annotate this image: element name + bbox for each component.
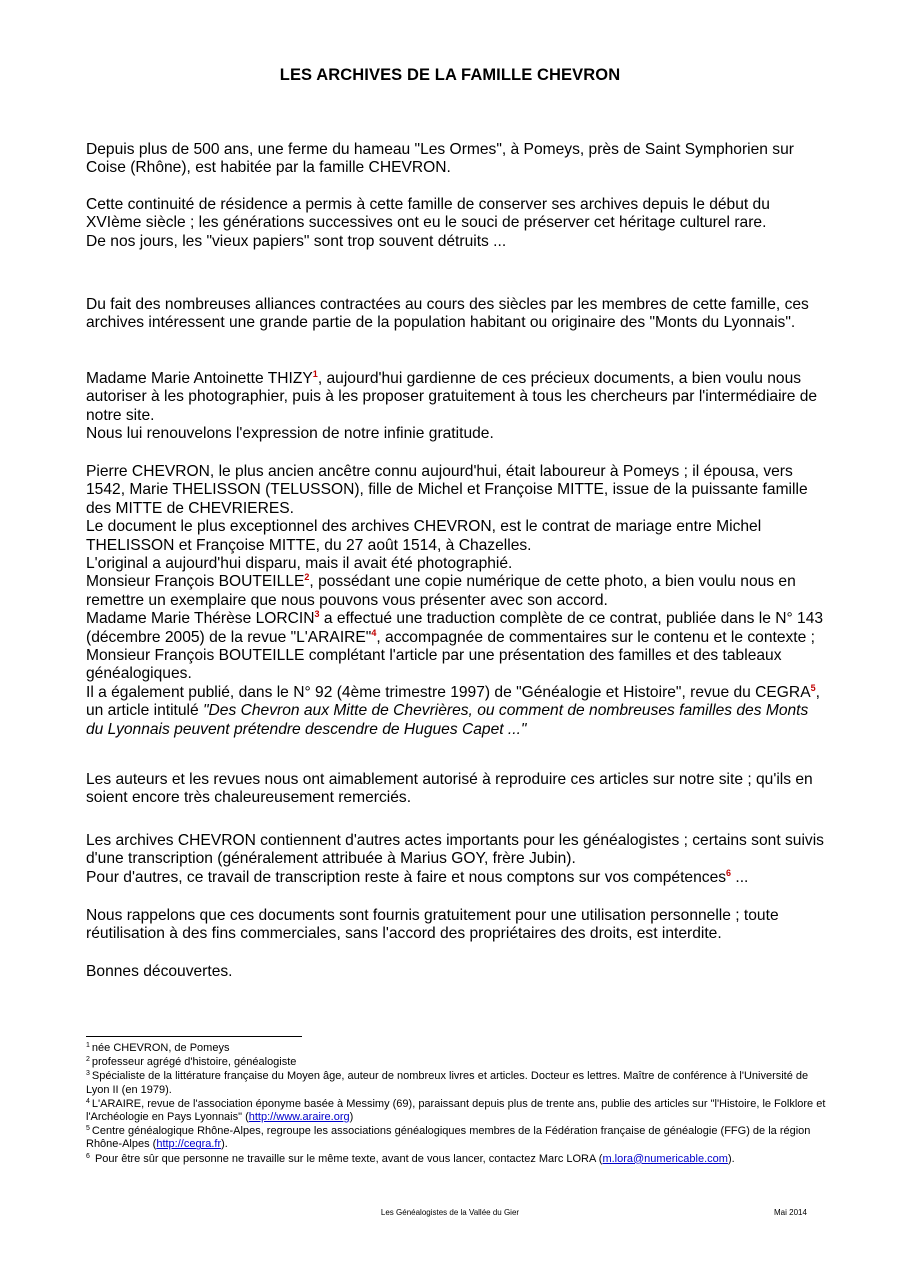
paragraph-text: Bonnes découvertes.: [86, 963, 233, 980]
footnote-mark-3[interactable]: 3: [314, 609, 320, 620]
footnote-mark-1[interactable]: 1: [312, 369, 318, 379]
page-title: LES ARCHIVES DE LA FAMILLE CHEVRON: [279, 66, 621, 84]
paragraph-text: Du fait des nombreuses alliances contractées au cours des siècles par les membres de cette famille, ces archives intéressent une grande partie de la population habitant ou originaire des "Monts du Lyonnais".: [86, 296, 809, 332]
text-span: , possédant une copie numérique de cette photo, a bien voulu nous en remettre un exemplaire que nous pouvons vous présenter avec son accord.: [86, 573, 796, 609]
text-span: Madame Marie Antoinette THIZY: [86, 370, 313, 387]
araire-link[interactable]: http://www.araire.org: [248, 1111, 350, 1124]
footnote-3: [86, 1070, 826, 1096]
paragraph-text: Pierre CHEVRON, le plus ancien ancêtre connu aujourd'hui, était laboureur à Pomeys ; il épousa, vers 1542, Marie THELISSON (TELUSSON), fille de Michel et Françoise MITTE, issue de la puissante famille des MITTE de CHEVRIERES.: [86, 463, 808, 517]
paragraph-history: [86, 463, 826, 739]
text-span: , aujourd'hui gardienne de ces précieux documents, a bien voulu nous autoriser à les photographier, puis à les proposer gratuitement à tous les chercheurs par l'intermédiaire de notre site.: [86, 370, 818, 424]
paragraph-text: Depuis plus de 500 ans, une ferme du hameau "Les Ormes", à Pomeys, près de Saint Symphorien sur Coise (Rhône), est habitée par la famille CHEVRON.: [86, 141, 794, 177]
footnote-mark-2[interactable]: 2: [304, 572, 310, 583]
paragraph-continuity: [86, 196, 826, 251]
footnotes: [86, 1042, 826, 1167]
text-span: , un article intitulé: [86, 683, 820, 720]
footnote-text: ).: [221, 1138, 228, 1151]
footnote-text: Centre généalogique Rhône-Alpes, regroupe les associations généalogiques membres de la Fédération française de généalogie (FFG) de la région Rhône-Alpes (: [86, 1125, 811, 1151]
paragraph-text: [86, 573, 826, 610]
email-link[interactable]: m.lora@numericable.com: [602, 1152, 728, 1165]
footer-date: Mai 2014: [774, 1208, 807, 1217]
footnote-text: ): [349, 1111, 354, 1124]
paragraph-text: De nos jours, les "vieux papiers" sont trop souvent détruits ...: [86, 232, 507, 250]
text-span: Madame Marie Thérèse LORCIN: [86, 610, 315, 628]
footnote-2: [86, 1056, 826, 1069]
footnote-number: 5: [86, 1125, 90, 1133]
paragraph-text: Nous rappelons que ces documents sont fournis gratuitement pour une utilisation personnelle ; toute réutilisation à des fins commerciales, sans l'accord des propriétaires des droits, est interdite.: [86, 907, 779, 943]
footer-organization: Les Généalogistes de la Vallée du Gier: [380, 1208, 520, 1217]
paragraph-intro: [86, 141, 826, 178]
paragraph-usage: [86, 907, 826, 944]
footnote-text: Spécialiste de la littérature française du Moyen âge, auteur de nombreux livres et articles. Docteur es lettres. Maître de conférence à l'Université de Lyon II (en 1979).: [86, 1070, 809, 1096]
footnote-mark-4[interactable]: 4: [371, 627, 377, 638]
paragraph-text: L'original a aujourd'hui disparu, mais il avait été photographié.: [86, 555, 513, 573]
paragraph-text: Le document le plus exceptionnel des archives CHEVRON, est le contrat de mariage entre Michel THELISSON et Françoise MITTE, du 27 août 1514, à Chazelles.: [86, 518, 762, 554]
paragraph-text: [86, 610, 826, 684]
paragraph-text: Les auteurs et les revues nous ont aimablement autorisé à reproduire ces articles sur notre site ; qu'ils en soient encore très chaleureusement remerciés.: [86, 771, 813, 807]
footnote-1: [86, 1042, 826, 1055]
footnote-4: [86, 1098, 826, 1124]
footnote-number: 4: [86, 1097, 90, 1105]
cegra-link[interactable]: http://cegra.fr: [156, 1138, 222, 1151]
text-span: Monsieur François BOUTEILLE: [86, 573, 305, 591]
footnote-text: Pour être sûr que personne ne travaille sur le même texte, avant de vous lancer, contactez Marc LORA (: [91, 1152, 603, 1165]
footnote-divider: [86, 1036, 302, 1037]
paragraph-text: Nous lui renouvelons l'expression de notre infinie gratitude.: [86, 425, 494, 443]
footnote-number: 6: [86, 1152, 90, 1160]
text-span: a effectué une traduction complète de ce contrat, publiée dans le N° 143 (décembre 2005) de la revue "L'ARAIRE": [86, 610, 824, 646]
paragraph-thizy: [86, 370, 826, 444]
article-title: "Des Chevron aux Mitte de Chevrières, ou comment de nombreuses familles des Monts du Lyonnais peuvent prétendre descendre de Hugues Capet ...": [86, 702, 809, 738]
paragraph-text: [86, 370, 826, 425]
paragraph-text: [86, 869, 826, 887]
footnote-number: 1: [86, 1042, 90, 1049]
paragraph-alliances: [86, 296, 826, 333]
paragraph-closing: [86, 963, 826, 981]
paragraph-other-acts: [86, 832, 826, 887]
footnote-text: ).: [727, 1152, 735, 1165]
footnote-mark-6[interactable]: 6: [726, 867, 732, 878]
footnote-text: L'ARAIRE, revue de l'association éponyme basée à Messimy (69), paraissant depuis plus de trente ans, publie des articles sur "l'Histoire, le Folklore et l'Archéologie en Pays Lyonnais" (: [86, 1097, 826, 1124]
text-span: , accompagnée de commentaires sur le contenu et le contexte ; Monsieur François BOUTEILLE complétant l'article par une présentation des familles et des tableaux généalogiques.: [86, 628, 815, 683]
paragraph-text: [86, 684, 826, 739]
paragraph-text: Les archives CHEVRON contiennent d'autres actes importants pour les généalogistes ; certains sont suivis d'une transcription (généralement attribuée à Marius GOY, frère Jubin).: [86, 832, 824, 868]
text-span: Il a également publié, dans le N° 92 (4ème trimestre 1997) de "Généalogie et Histoire", revue du CEGRA: [86, 683, 811, 701]
footnote-text: née CHEVRON, de Pomeys: [91, 1042, 230, 1054]
text-span: ...: [731, 868, 749, 886]
footnote-text: professeur agrégé d'histoire, généalogiste: [91, 1056, 297, 1069]
text-span: Pour d'autres, ce travail de transcription reste à faire et nous comptons sur vos compétences: [86, 868, 727, 886]
footnote-mark-5[interactable]: 5: [810, 682, 816, 693]
footnote-5: [86, 1125, 826, 1151]
footnote-6: [86, 1153, 826, 1166]
footnote-number: 2: [86, 1056, 90, 1064]
paragraph-thanks: [86, 771, 826, 808]
footnote-number: 3: [86, 1070, 90, 1078]
paragraph-text: Cette continuité de résidence a permis à cette famille de conserver ses archives depuis le début du XVIème siècle ; les générations successives ont eu le souci de préserver cet héritage culturel rare.: [86, 196, 770, 232]
